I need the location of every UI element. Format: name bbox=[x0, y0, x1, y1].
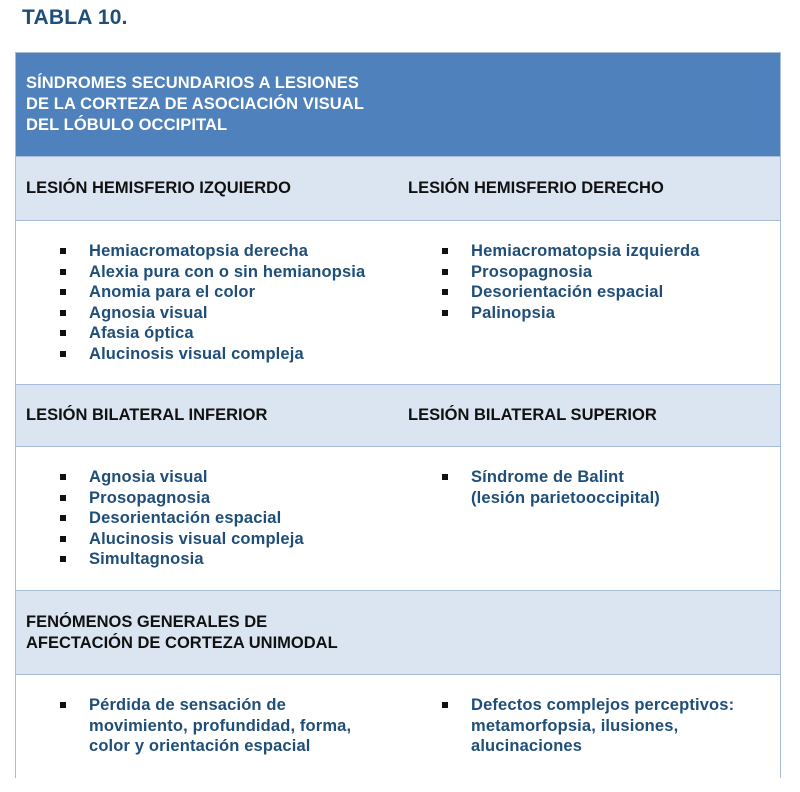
bullet-icon bbox=[60, 474, 66, 480]
list-item: Palinopsia bbox=[442, 303, 700, 324]
list-item: Anomia para el color bbox=[60, 282, 365, 303]
section-heading-row bbox=[16, 385, 780, 447]
section-body-row bbox=[16, 675, 780, 779]
bullet-icon bbox=[60, 515, 66, 521]
table-header bbox=[16, 53, 780, 157]
left-hemisphere-list bbox=[60, 241, 365, 364]
right-hemisphere-heading: LESIÓN HEMISFERIO DERECHO bbox=[408, 179, 664, 197]
general-phenomena-heading: FENÓMENOS GENERALES DE AFECTACIÓN DE CORTEZA UNIMODAL bbox=[26, 612, 338, 652]
general-phenomena-right-list bbox=[442, 695, 734, 757]
list-item: Desorientación espacial bbox=[60, 508, 304, 529]
bullet-icon bbox=[60, 556, 66, 562]
list-item: Alucinosis visual compleja bbox=[60, 529, 304, 550]
bullet-icon bbox=[60, 702, 66, 708]
right-hemisphere-list bbox=[442, 241, 700, 323]
bullet-icon bbox=[60, 269, 66, 275]
bullet-icon bbox=[442, 474, 448, 480]
bullet-icon bbox=[442, 310, 448, 316]
section-body-row bbox=[16, 447, 780, 591]
list-item: Síndrome de Balint (lesión parietooccipital) bbox=[442, 467, 660, 508]
bullet-icon bbox=[60, 495, 66, 501]
list-item: Hemiacromatopsia derecha bbox=[60, 241, 365, 262]
header-line: DEL LÓBULO OCCIPITAL bbox=[26, 116, 228, 134]
syndromes-table bbox=[15, 52, 781, 778]
header-line: SÍNDROMES SECUNDARIOS A LESIONES bbox=[26, 74, 359, 92]
list-item: Prosopagnosia bbox=[442, 262, 700, 283]
bullet-icon bbox=[442, 702, 448, 708]
header-line: DE LA CORTEZA DE ASOCIACIÓN VISUAL bbox=[26, 95, 364, 113]
bullet-icon bbox=[60, 248, 66, 254]
bullet-icon bbox=[442, 269, 448, 275]
list-item: Alucinosis visual compleja bbox=[60, 344, 365, 365]
list-item: Agnosia visual bbox=[60, 303, 365, 324]
bullet-icon bbox=[60, 351, 66, 357]
general-phenomena-left-list bbox=[60, 695, 351, 757]
bilateral-inferior-heading: LESIÓN BILATERAL INFERIOR bbox=[26, 406, 268, 424]
bullet-icon bbox=[60, 310, 66, 316]
list-item: Alexia pura con o sin hemianopsia bbox=[60, 262, 365, 283]
list-item: Desorientación espacial bbox=[442, 282, 700, 303]
list-item: Pérdida de sensación de movimiento, profundidad, forma, color y orientación espacial bbox=[60, 695, 351, 757]
table-label: TABLA 10. bbox=[22, 6, 128, 29]
left-hemisphere-heading: LESIÓN HEMISFERIO IZQUIERDO bbox=[26, 179, 291, 197]
section-heading-row bbox=[16, 157, 780, 221]
bilateral-superior-list bbox=[442, 467, 660, 508]
section-body-row bbox=[16, 221, 780, 385]
bullet-icon bbox=[60, 289, 66, 295]
list-item: Afasia óptica bbox=[60, 323, 365, 344]
list-item: Agnosia visual bbox=[60, 467, 304, 488]
list-item: Simultagnosia bbox=[60, 549, 304, 570]
bullet-icon bbox=[60, 330, 66, 336]
bilateral-inferior-list bbox=[60, 467, 304, 570]
bullet-icon bbox=[442, 248, 448, 254]
list-item: Defectos complejos perceptivos: metamorfopsia, ilusiones, alucinaciones bbox=[442, 695, 734, 757]
bullet-icon bbox=[60, 536, 66, 542]
section-heading-row bbox=[16, 591, 780, 675]
bilateral-superior-heading: LESIÓN BILATERAL SUPERIOR bbox=[408, 406, 657, 424]
list-item: Prosopagnosia bbox=[60, 488, 304, 509]
list-item: Hemiacromatopsia izquierda bbox=[442, 241, 700, 262]
bullet-icon bbox=[442, 289, 448, 295]
